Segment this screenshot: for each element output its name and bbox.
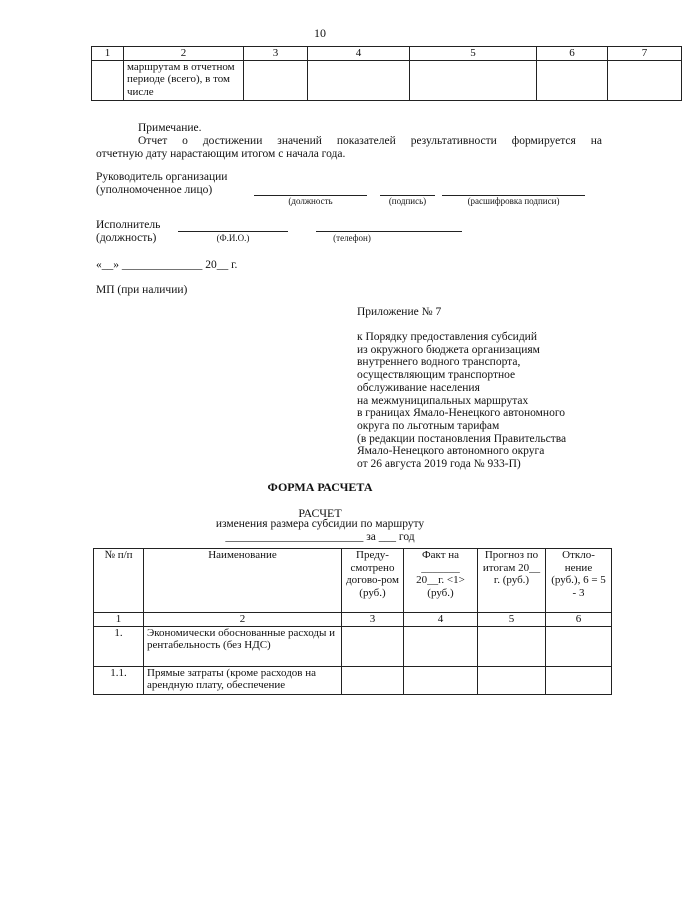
appendix-line: в границах Ямало-Ненецкого автономного [357,407,566,420]
row-name: Экономически обоснованные расходы и рентабельность (без НДС) [144,626,342,666]
caption-decoding: (расшифровка подписи) [467,196,560,206]
decoding-line [442,183,585,196]
header-cell: Преду-смотрено догово-ром (руб.) [342,549,404,613]
calc-table [93,548,612,695]
number-cell: 1 [94,613,144,627]
header-cell: 1 [92,47,124,61]
form-title: ФОРМА РАСЧЕТА [267,480,373,494]
appendix-title: Приложение № 7 [357,306,442,318]
header-cell: 6 [537,47,608,61]
caption-position: (должность [288,196,333,206]
appendix-line: от 26 августа 2019 года № 933-П) [357,458,521,471]
sign-line [380,183,435,196]
fio-line [178,219,288,232]
executor-label: Исполнитель [96,219,161,231]
phone-line [316,219,462,232]
calc-title: РАСЧЕТ [298,506,342,520]
appendix-line: (в редакции постановления Правительства [357,432,567,445]
appendix-line: обслуживание населения [357,381,480,394]
number-cell: 2 [144,613,342,627]
table-row [94,626,612,666]
header-cell: 7 [608,47,682,61]
appendix-line: осуществляющим транспортное [357,369,516,382]
head-label: Руководитель организации [96,171,228,183]
header-cell: 4 [308,47,410,61]
note-text-line1: Отчет о достижении значений показателей результативности формируется на [138,135,602,147]
stamp-label: МП (при наличии) [96,284,188,296]
caption-fio: (Ф.И.О.) [216,233,250,243]
route-line: ________________________ за ___ год [225,531,415,543]
top-table-header [92,47,682,61]
date-line: «__» ______________ 20__ г. [96,259,238,271]
header-cell: Откло-нение (руб.), 6 = 5 - 3 [546,549,612,613]
number-cell: 3 [342,613,404,627]
caption-phone: (телефон) [333,233,371,243]
position-line [254,183,367,196]
header-cell: 3 [244,47,308,61]
appendix-line: округа по льготным тарифам [357,419,500,432]
table-row [92,60,682,100]
calc-table-numbers [94,613,612,627]
caption-sign: (подпись) [388,196,427,206]
note-text-line2: отчетную дату нарастающим итогом с начала года. [96,148,346,160]
row-name: Прямые затраты (кроме расходов на арендную плату, обеспечение [144,666,342,694]
calc-subtitle: изменения размера субсидии по маршруту [215,518,425,530]
calc-table-header [94,549,612,613]
header-cell: 5 [410,47,537,61]
appendix-text [357,331,566,471]
head-label-sub: (уполномоченное лицо) [96,184,213,196]
number-cell: 6 [546,613,612,627]
note-title: Примечание. [138,122,202,134]
appendix-line: к Порядку предоставления субсидий [357,331,537,343]
page-number: 10 [314,26,326,40]
executor-label-sub: (должность) [96,232,157,244]
number-cell: 5 [478,613,546,627]
table-row [94,666,612,694]
row-text: маршрутам в отчетном периоде (всего), в том числе [124,60,244,100]
appendix-line: из окружного бюджета организациям [357,343,540,356]
header-cell: № п/п [94,549,144,613]
top-table [91,46,682,101]
header-cell: 2 [124,47,244,61]
row-number: 1. [94,626,144,666]
row-number: 1.1. [94,666,144,694]
header-cell: Факт на _______ 20__г. <1> (руб.) [404,549,478,613]
appendix-line: Ямало-Ненецкого автономного округа [357,445,545,458]
appendix-line: на межмуниципальных маршрутах [357,394,529,407]
header-cell: Прогноз по итогам 20__ г. (руб.) [478,549,546,613]
header-cell: Наименование [144,549,342,613]
number-cell: 4 [404,613,478,627]
appendix-line: внутреннего водного транспорта, [357,356,521,369]
